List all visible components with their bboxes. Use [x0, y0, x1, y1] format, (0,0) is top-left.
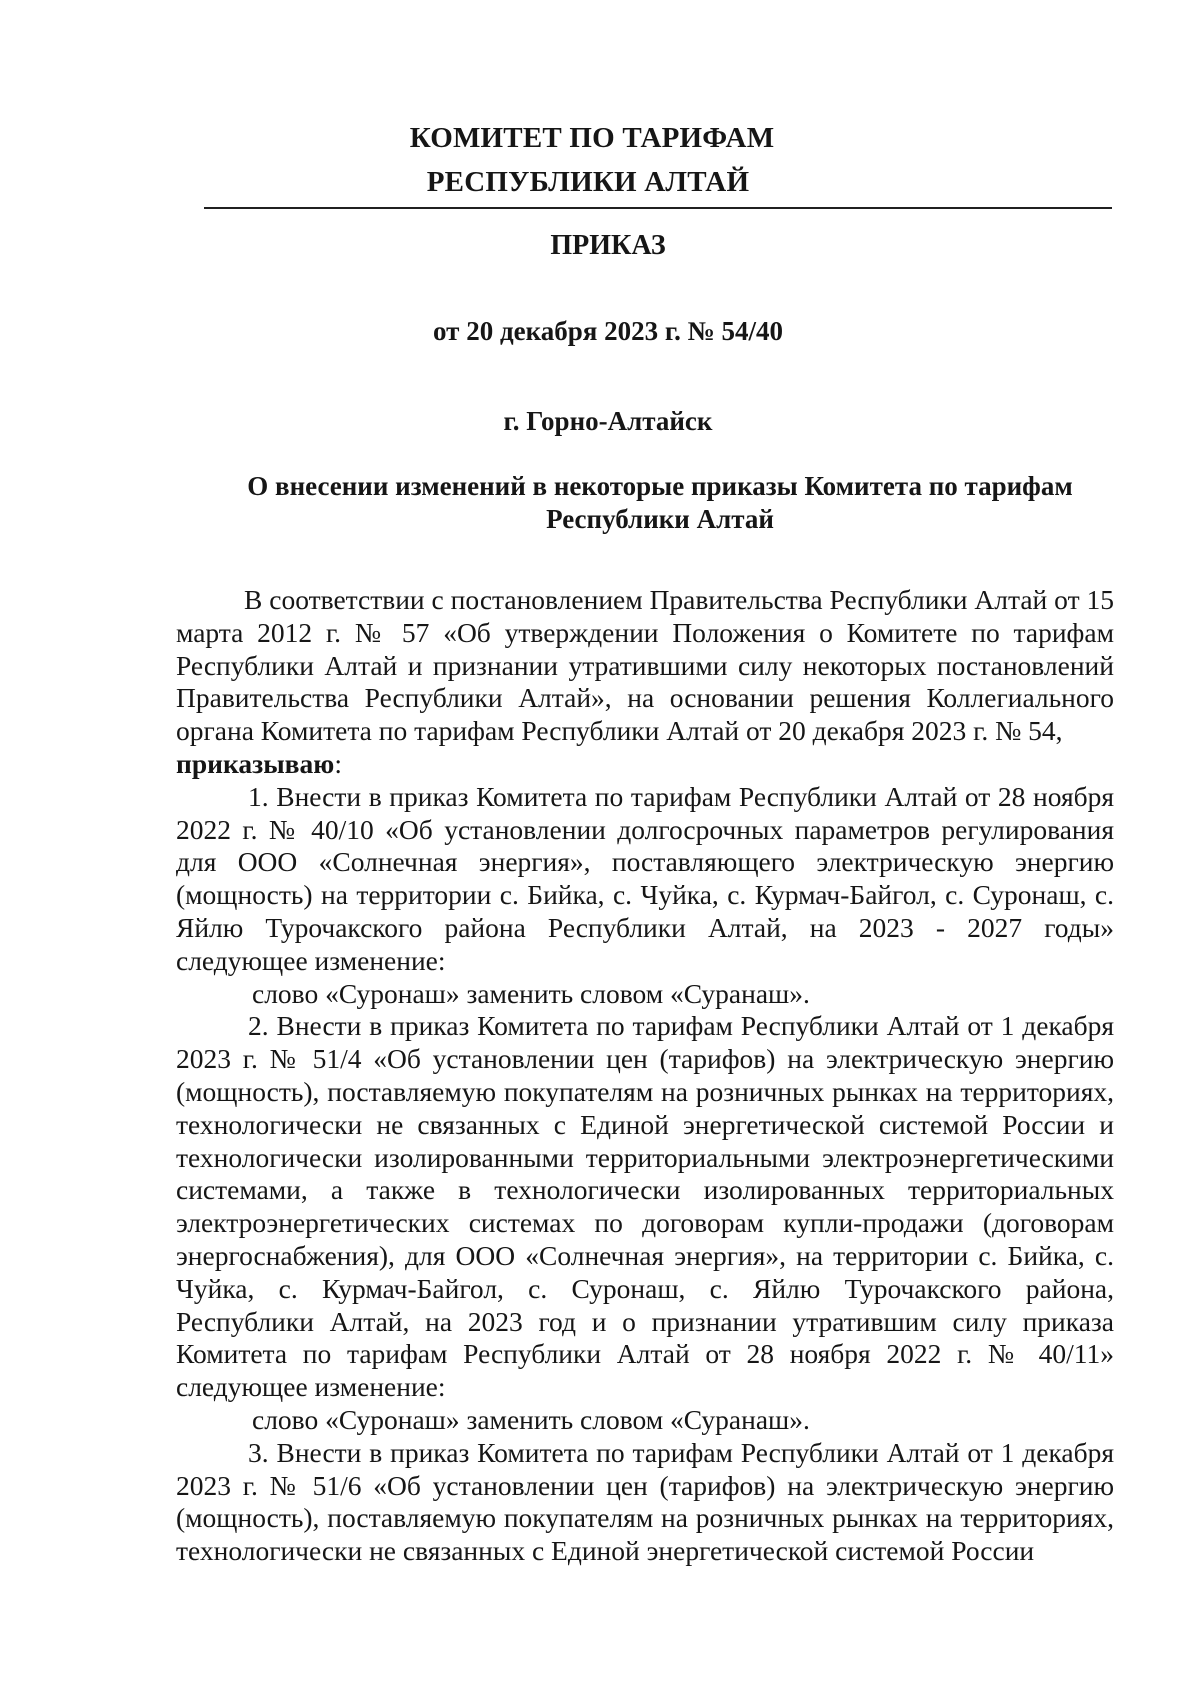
document-date-number: от 20 декабря 2023 г. № 54/40	[433, 316, 783, 346]
item-3-paragraph: 3. Внести в приказ Комитета по тарифам Республики Алтай от 1 декабря 2023 г. № 51/6 «Об установлении цен (тарифов) на электрическую энергию (мощность), поставляемую покупателям на розничных рынках на территориях, технологически не связанных с Единой энергетической системой России	[176, 1436, 1114, 1567]
order-colon: :	[334, 747, 342, 779]
org-name-line-2: РЕСПУБЛИКИ АЛТАЙ	[426, 166, 750, 198]
document-title-line-2: Республики Алтай	[546, 504, 774, 534]
org-name-line-1: КОМИТЕТ ПО ТАРИФАМ	[409, 122, 775, 154]
header-divider	[204, 207, 1112, 209]
document-body	[176, 584, 1114, 1568]
document-title	[200, 470, 1120, 536]
document-city: г. Горно-Алтайск	[503, 406, 713, 436]
item-1-replacement: слово «Суронаш» заменить словом «Суранаш».	[252, 977, 810, 1009]
document-type: ПРИКАЗ	[550, 230, 666, 261]
item-1-paragraph: 1. Внести в приказ Комитета по тарифам Республики Алтай от 28 ноября 2022 г. № 40/10 «Об установлении долгосрочных параметров регулирования для ООО «Солнечная энергия», поставляющего электрическую энергию (мощность) на территории с. Бийка, с. Чуйка, с. Курмач-Байгол, с. Суронаш, с. Яйлю Турочакского района Республики Алтай, на 2023 - 2027 годы» следующее изменение:	[176, 780, 1114, 976]
preamble-paragraph: В соответствии с постановлением Правительства Республики Алтай от 15 марта 2012 г. № 57 «Об утверждении Положения о Комитете по тарифам Республики Алтай и признании утратившими силу некоторых постановлений Правительства Республики Алтай», на основании решения Коллегиального органа Комитета по тарифам Республики Алтай от 20 декабря 2023 г. № 54,	[176, 584, 1114, 747]
order-word: приказываю	[176, 747, 335, 779]
item-2-replacement: слово «Суронаш» заменить словом «Суранаш».	[252, 1403, 810, 1435]
document-title-line-1: О внесении изменений в некоторые приказы Комитета по тарифам	[247, 471, 1073, 501]
order-statement	[176, 748, 1114, 781]
item-2-paragraph: 2. Внести в приказ Комитета по тарифам Республики Алтай от 1 декабря 2023 г. № 51/4 «Об установлении цен (тарифов) на электрическую энергию (мощность), поставляемую покупателям на розничных рынках на территориях, технологически не связанных с Единой энергетической системой России и технологически изолированными территориальными электроэнергетическими системами, а также в технологически изолированных территориальных электроэнергетических системах по договорам купли-продажи (договорам энергоснабжения), для ООО «Солнечная энергия», на территории с. Бийка, с. Чуйка, с. Курмач-Байгол, с. Суронаш, с. Яйлю Турочакского района, Республики Алтай, на 2023 год и о признании утратившим силу приказа Комитета по тарифам Республики Алтай от 28 ноября 2022 г. № 40/11» следующее изменение:	[176, 1010, 1114, 1403]
